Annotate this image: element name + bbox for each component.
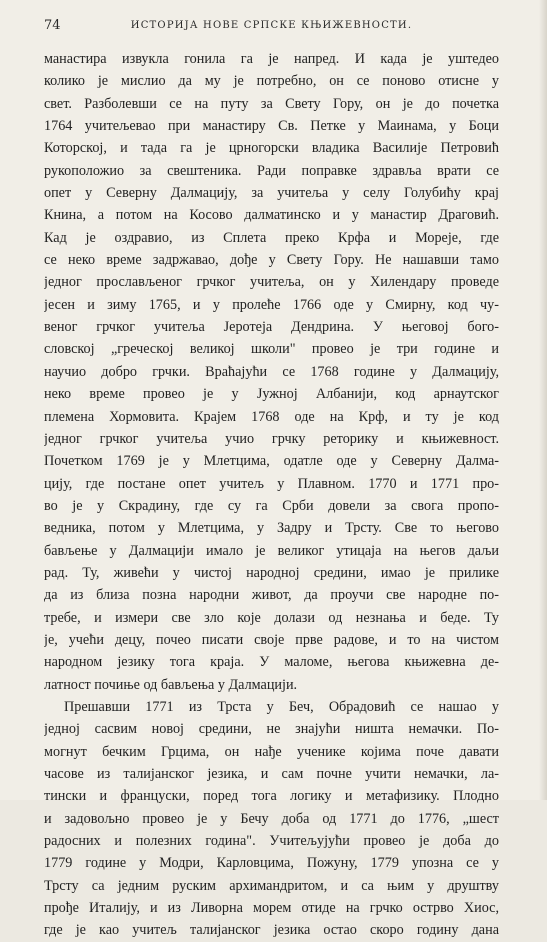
text-line: Трсту са једним руским архимандритом, и са њим у друштву: [44, 877, 499, 894]
text-line: да из близа позна народни живот, да проучи све народне по-: [44, 587, 499, 604]
page-edge-shadow: [539, 0, 547, 800]
text-line: радосних и полезних година". Учитељујући провео је доба до: [44, 833, 499, 850]
text-line: рукоположио за свештеника. Ради поправке здравља врати се: [44, 162, 499, 179]
text-line: племена Хормовита. Крајем 1768 оде на Крф, и ту је код: [44, 408, 499, 425]
text-line: опет у Северну Далмацију, за учитеља у селу Голубићу крај: [44, 185, 499, 202]
page-number: 74: [44, 18, 61, 33]
text-line: јесен и зиму 1765, и у пролеће 1766 оде у Смирну, код чу-: [44, 296, 499, 313]
text-line: требе, и измери све зло које долази од незнања и беде. Ту: [44, 609, 499, 626]
text-line: Которској, и тада га је црногорски владика Василије Петровић: [44, 140, 499, 157]
text-line: ведника, потом у Млетцима, у Задру и Трсту. Све то његово: [44, 520, 499, 537]
text-line: цију, где постане опет учитељ у Плавном. 1770 и 1771 про-: [44, 475, 499, 492]
text-line: народном језику тога краја. У маломе, његова књижевна де-: [44, 654, 499, 671]
text-line: Кад је оздравио, из Сплета преко Крфа и Мореје, где: [44, 229, 499, 246]
text-line: једној сасвим новој средини, не знајући ништа немачки. По-: [44, 721, 499, 738]
text-line: прође Италију, и из Ливорна морем отиде на грчко острво Хиос,: [44, 900, 499, 917]
paragraph-first-line: Прешавши 1771 из Трста у Беч, Обрадовић се нашао у: [64, 698, 499, 715]
text-line: словској „греческој великој школи" провео је три године и: [44, 341, 499, 358]
text-line: во је у Скрадину, где су га Срби довели за свога пропо-: [44, 497, 499, 514]
text-line: Почетком 1769 је у Млетцима, одатле оде у Северну Далма-: [44, 453, 499, 470]
text-line: и задовољно провео је у Бечу доба од 1771 до 1776, „шест: [44, 810, 499, 827]
text-line: је, учећи децу, почео писати своје прве радове, и то на чистом: [44, 631, 499, 648]
paragraph-last-line: латност почиње од бављења у Далмацији.: [44, 676, 298, 693]
text-line: Книна, а потом на Косово далматинско и у манастир Драговић.: [44, 207, 499, 224]
text-line: могнут бечким Грцима, он нађе ученике којима поче давати: [44, 743, 499, 760]
text-line: рад. Ту, живећи у чистој народној средини, имао је прилике: [44, 564, 499, 581]
text-line: манастира извукла гонила га је напред. И када је уштедео: [44, 51, 499, 67]
text-line: часове из талијанског језика, и сам почне учити немачки, ла-: [44, 766, 499, 782]
text-line: 1764 учитељевао при манастиру Св. Петке у Маинама, у Боци: [44, 118, 499, 135]
text-line: научио добро грчки. Враћајући се 1768 године у Далмацију,: [44, 363, 499, 380]
text-line: тински и француски, поред тога логику и метафизику. Плодно: [44, 788, 499, 805]
body-text: [44, 48, 499, 942]
running-head: ИСТОРИЈА НОВЕ СРПСКЕ КЊИЖЕВНОСТИ.: [130, 20, 413, 31]
text-line: 1779 године у Модри, Карловцима, Пожуну, 1779 упозна се у: [44, 855, 499, 872]
text-line: колико је мислио да му је потребно, он се поново отисне у: [44, 73, 499, 90]
text-line: где је као учитељ талијанског језика остао скоро годину дана: [44, 922, 499, 939]
text-line: једног грчког учитеља учио грчку реторику и књижевност.: [44, 430, 499, 447]
text-line: се неко време задржавао, дође у Свету Гору. Не нашавши тамо: [44, 252, 499, 269]
page-header: [44, 18, 499, 38]
text-line: веног грчког учитеља Јеротеја Дендрина. У његовој бого-: [44, 319, 499, 336]
text-line: неко време провео је у Јужној Албанији, код арнаутског: [44, 386, 499, 403]
text-line: свет. Разболевши се на путу за Свету Гору, он је до почетка: [44, 95, 499, 112]
text-line: једног прослављеног грчког учитеља, он у Хилендару проведе: [44, 274, 499, 291]
text-line: бављење у Далмацији имало је великог утицаја на његов даљи: [44, 542, 499, 559]
